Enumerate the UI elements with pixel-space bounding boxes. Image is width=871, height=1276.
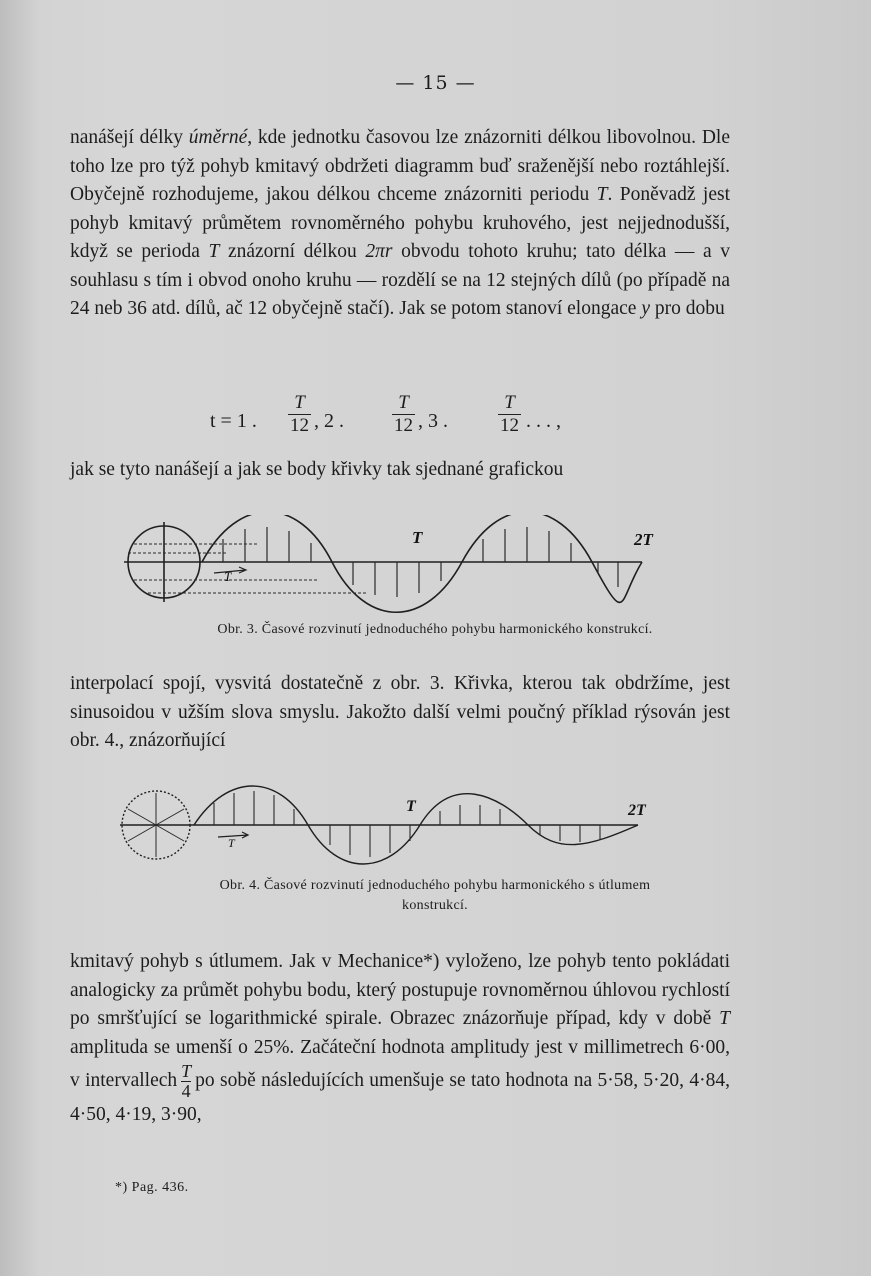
figure-4: [118, 785, 678, 865]
p4-frac-num: T: [181, 1061, 192, 1081]
p1-text-d: znázorní délkou: [219, 241, 366, 262]
frac-2-den: 12: [394, 415, 413, 436]
fig4-label-T: T: [406, 798, 416, 815]
fig4-arrow-label: T: [228, 836, 235, 850]
p4-em-T: T: [719, 1008, 730, 1029]
fig3-arrow-label: T: [224, 569, 232, 584]
paragraph-3-text: interpolací spojí, vysvitá dostatečně z obr. 3. Křivka, kterou tak obdržíme, jest sinusoidou v užším slova smyslu. Jakožto další velmi poučný příklad rýsován jest obr. 4., znázorňující: [70, 673, 730, 751]
formula-frac-2: [392, 392, 415, 437]
time-formula: [210, 392, 630, 452]
fig4-label-2T: 2T: [628, 802, 646, 819]
p4-text-b: amplituda se umenší o 25%. Začáteční hodnota amplitudy jest v millimetrech 6·00, v intervallech: [70, 1036, 730, 1091]
formula-frac-3: [498, 392, 521, 437]
fig3-label-2T: 2T: [634, 530, 653, 549]
figure-3: [118, 515, 678, 615]
paragraph-3: [70, 670, 730, 756]
formula-term-2: , 2 .: [314, 410, 344, 432]
paragraph-2-text: jak se tyto nanášejí a jak se body křivky tak sjednané grafickou: [70, 459, 564, 480]
frac-1-den: 12: [290, 415, 309, 436]
figure-4-diagram: [118, 785, 678, 865]
p1-text-b: , kde jednotku časovou lze znázorniti délkou libovolnou. Dle toho lze pro týž pohyb kmitavý obdržeti diagramm buď sraženější nebo roztáhlejší. Obyčejně rozhodujeme, jakou délkou chceme znázorniti periodu: [70, 127, 730, 205]
p4-text-c: po sobě následujících umenšuje se tato hodnota na 5·58, 5·20, 4·84, 4·50, 4·19, 3·90,: [70, 1069, 730, 1125]
fig3-label-T: T: [412, 528, 423, 547]
frac-1-num: T: [294, 392, 305, 413]
paragraph-4: [70, 948, 730, 1130]
figure-4-caption: [90, 876, 780, 916]
p1-em-y: y: [641, 298, 650, 319]
figure-3-diagram: [118, 515, 678, 615]
p1-text-e: obvodu tohoto kruhu; tato délka — a v souhlasu s tím i obvod onoho kruhu — rozdělí se na 12 stejných dílů (po případě na 24 neb 36 atd. dílů, ač 12 obyčejně stačí). Jak se potom stanoví elongace: [70, 241, 731, 319]
page-number: — 15 —: [395, 72, 476, 94]
p4-text-a: kmitavý pohyb s útlumem. Jak v Mechanice*) vyloženo, lze pohyb tento pokládati analogicky za průmět pohybu bodu, který postupuje rovnoměrnou úhlovou rychlostí po smršťující se logarithmické spirale. Obrazec znázorňuje případ, kdy v době: [70, 951, 730, 1029]
p1-text-a: nanášejí délky: [70, 127, 189, 148]
p1-text-f: pro dobu: [649, 298, 725, 319]
p1-em-T2: T: [208, 241, 220, 262]
formula-lhs: t = 1 .: [210, 410, 257, 432]
paragraph-2: [70, 456, 730, 485]
p4-fraction: [181, 1062, 191, 1101]
p1-text-c: . Poněvadž jest pohyb kmitavý průmětem rovnoměrného pohybu kruhového, jest nejjednodušší, když se perioda: [70, 184, 730, 262]
frac-3-den: 12: [500, 415, 519, 436]
footnote: *) Pag. 436.: [115, 1180, 189, 1195]
formula-tail: . . . ,: [526, 410, 561, 432]
figure-3-caption: Obr. 3. Časové rozvinutí jednoduchého pohybu harmonického konstrukcí.: [217, 622, 653, 637]
p4-frac-den: 4: [181, 1081, 191, 1101]
figure-4-caption-line-2: konstrukcí.: [402, 898, 468, 913]
formula-frac-1: [288, 392, 311, 437]
p1-em-umerne: úměrné: [188, 127, 248, 148]
figure-4-caption-line-1: Obr. 4. Časové rozvinutí jednoduchého pohybu harmonického s útlumem: [219, 878, 651, 893]
formula-term-3: , 3 .: [418, 410, 448, 432]
frac-3-num: T: [504, 392, 515, 413]
paragraph-1: [70, 124, 730, 324]
p1-em-2pir: 2πr: [365, 241, 393, 262]
p1-em-T: T: [596, 184, 608, 205]
frac-2-num: T: [398, 392, 409, 413]
